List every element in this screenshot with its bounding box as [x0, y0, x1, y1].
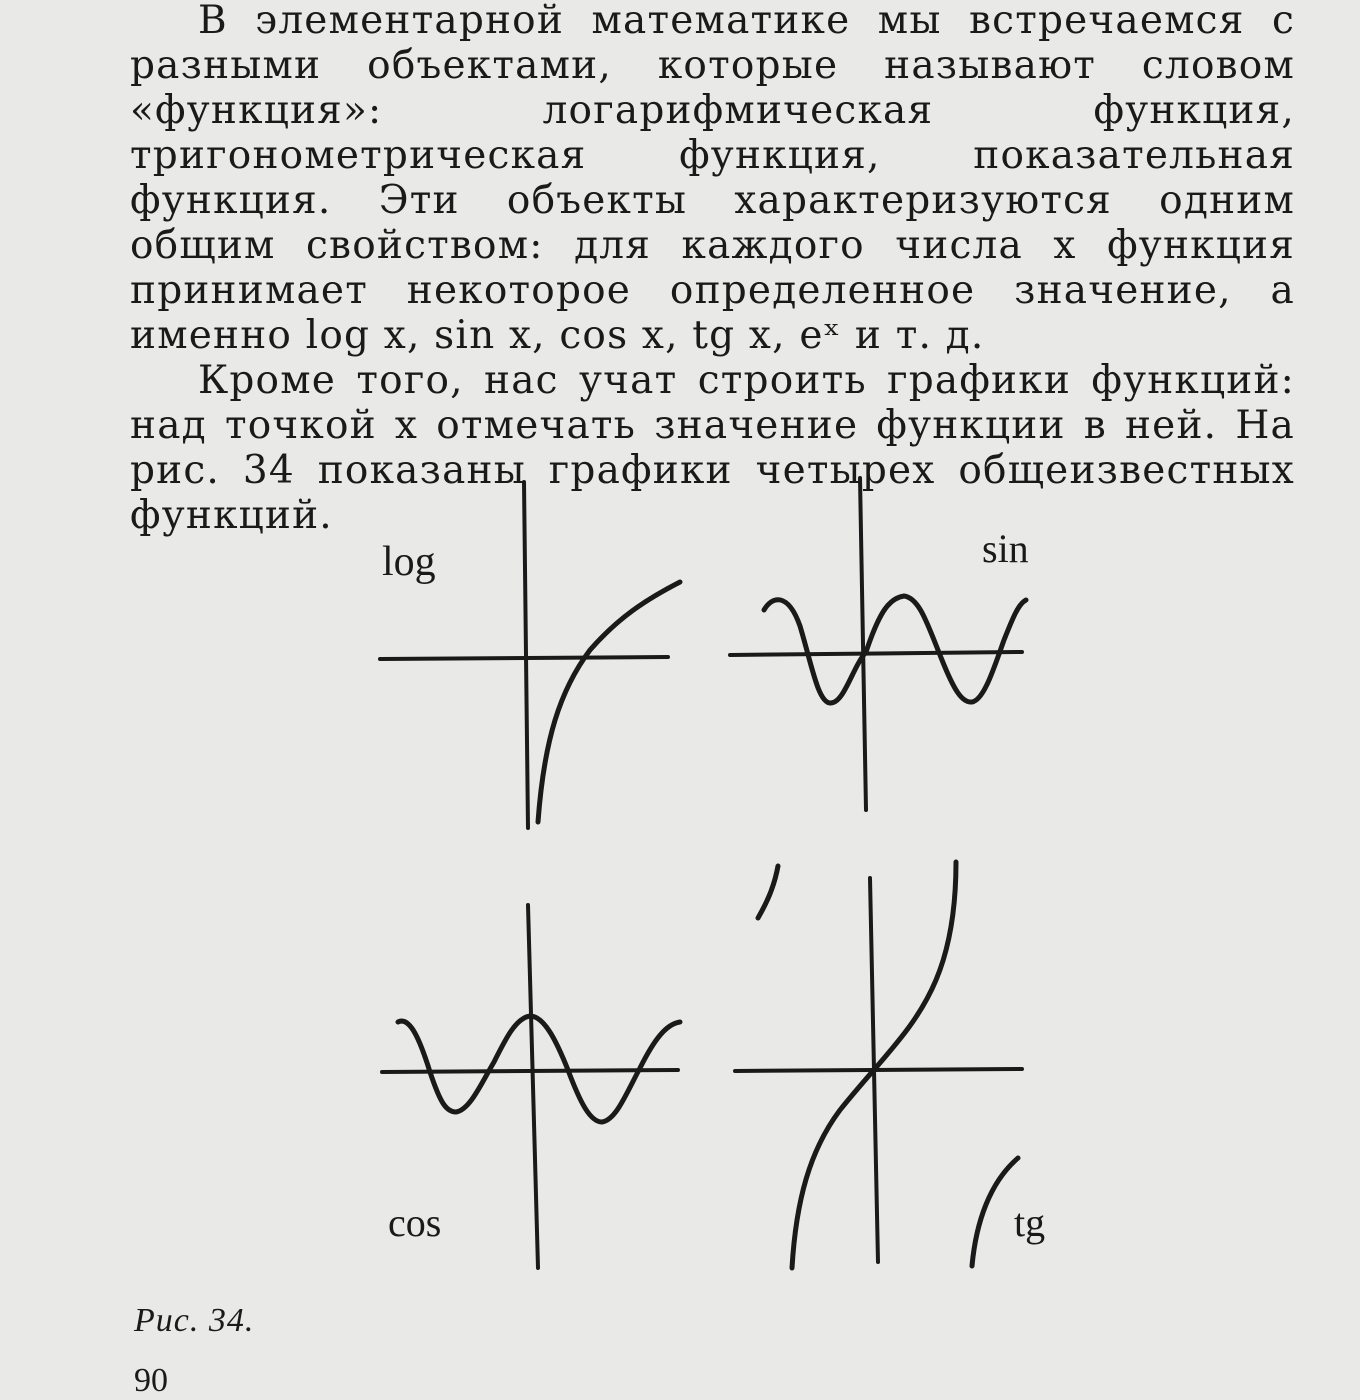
- sin-x-axis: [730, 652, 1022, 655]
- sin-curve: [764, 596, 1026, 703]
- page-number: 90: [134, 1362, 168, 1399]
- log-y-axis: [524, 482, 528, 828]
- cos-x-axis: [382, 1070, 678, 1072]
- log-curve: [538, 582, 680, 822]
- tg-graph: [735, 862, 1022, 1268]
- label-cos: cos: [388, 1200, 442, 1245]
- label-log: log: [382, 539, 436, 585]
- paragraph-1: В элементарной математике мы встречаемся с разными объектами, которые называют словом «функция»: логарифмическая функция, тригонометрическая функция, показательная функция. Эти объекты характеризуются одним общим свойством: для каждого числа x функция принимает некоторое определенное значение, а именно log x, sin x, cos x, tg x, eˣ и т. д.: [130, 0, 1295, 358]
- tg-curve-left-branch: [758, 866, 778, 918]
- paragraph-2: Кроме того, нас учат строить графики функций: над точкой x отмечать значение функции в ней. На рис. 34 показаны графики четырех общеизвестных функций.: [130, 358, 1295, 538]
- figure-caption: Рис. 34.: [134, 1302, 255, 1339]
- log-graph: [380, 482, 680, 828]
- label-sin: sin: [982, 526, 1029, 571]
- log-x-axis: [380, 657, 668, 659]
- sin-y-axis: [860, 478, 866, 810]
- tg-x-axis: [735, 1069, 1022, 1071]
- label-tg: tg: [1014, 1200, 1046, 1245]
- tg-curve-right-branch: [972, 1158, 1018, 1266]
- cos-y-axis: [528, 905, 538, 1268]
